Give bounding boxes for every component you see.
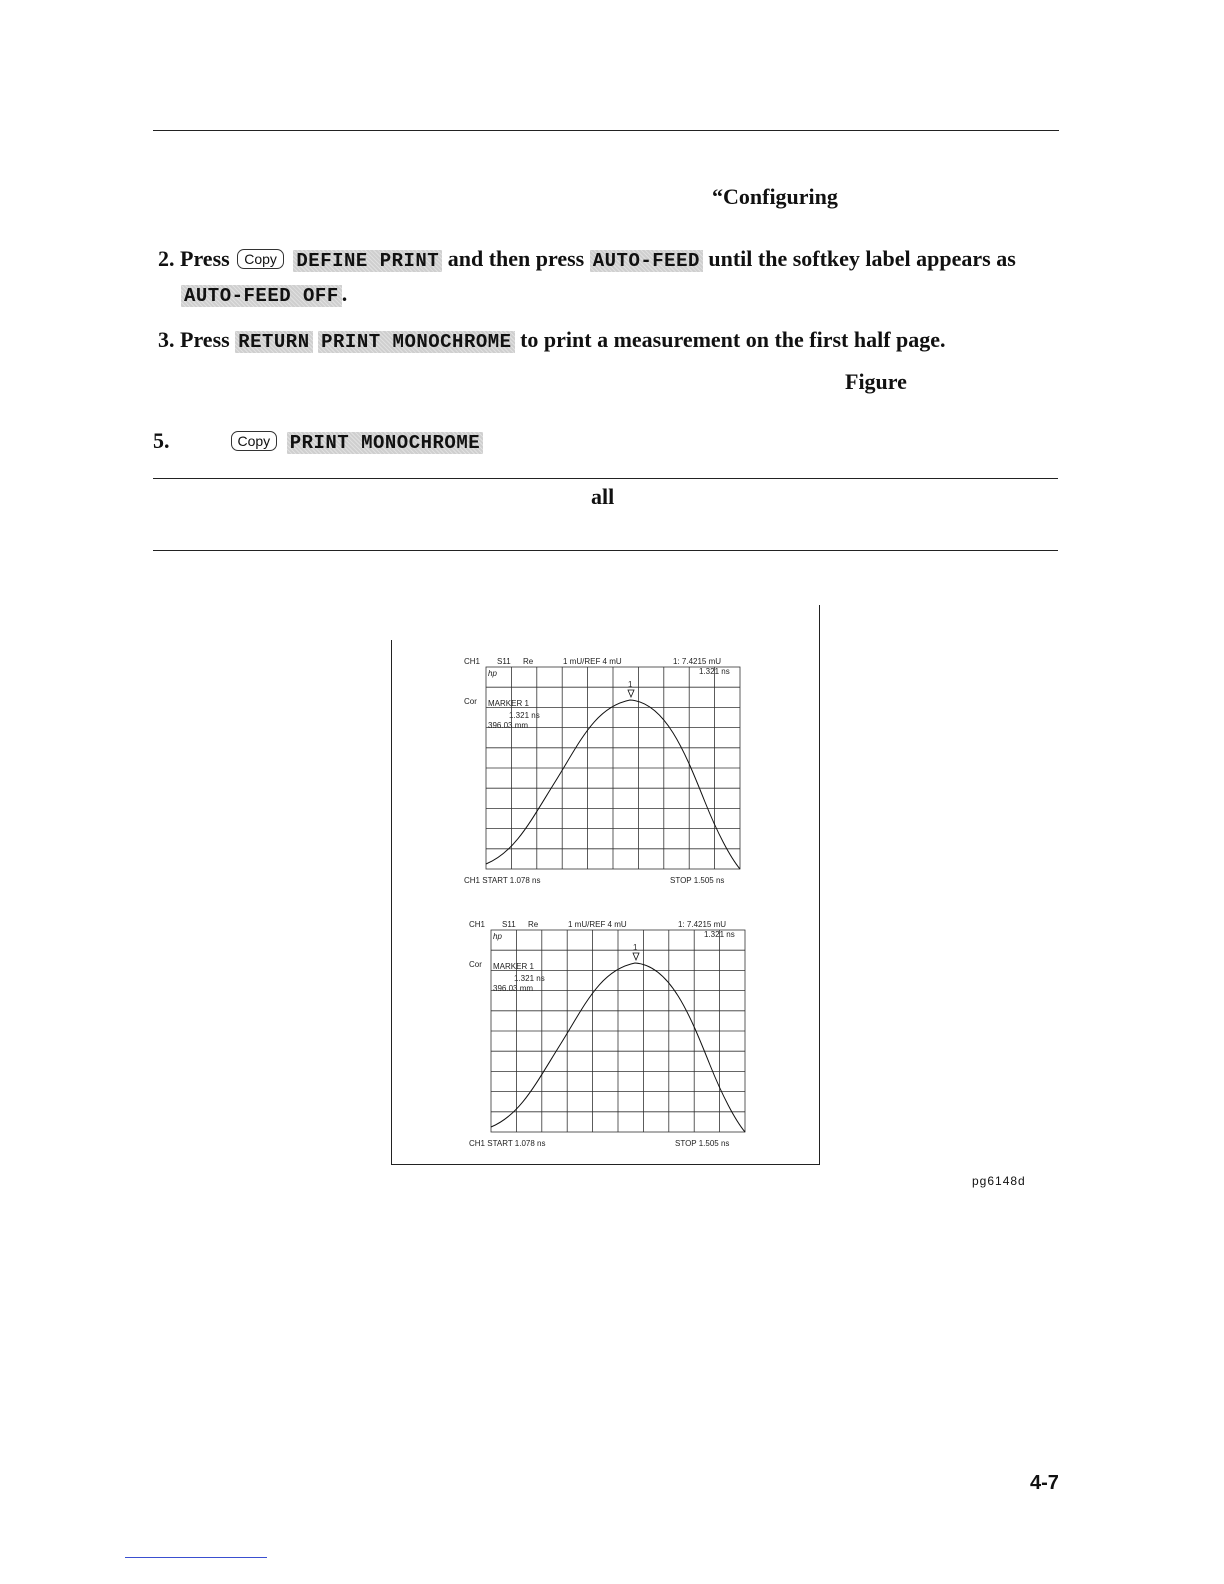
plot-stop: STOP 1.505 ns	[675, 1139, 730, 1148]
marker-triangle	[633, 953, 639, 960]
plot-1	[455, 652, 755, 887]
plot-param: S11	[502, 920, 516, 929]
step-text: .	[341, 281, 348, 306]
step-number: 5.	[153, 428, 170, 453]
marker-value-distance: 396.03 mm	[493, 984, 534, 993]
plot-format: Re	[528, 920, 539, 929]
step-text: and then press	[447, 246, 585, 271]
plot-format: Re	[523, 657, 534, 666]
figure-reference: pg6148d	[972, 1174, 1026, 1188]
footer-link-underline[interactable]	[125, 1557, 267, 1558]
note-fragment: all	[591, 484, 615, 509]
figure-frame-right	[819, 605, 820, 1165]
plot-channel: CH1	[464, 657, 481, 666]
plot-marker-readout: 1: 7.4215 mU	[673, 657, 722, 666]
print-monochrome-softkey[interactable]: PRINT MONOCHROME	[287, 432, 483, 454]
plot-grid	[486, 667, 740, 869]
return-softkey[interactable]: RETURN	[235, 331, 312, 353]
step-2-cont	[181, 281, 347, 307]
plot-marker-time: 1.321 ns	[699, 667, 730, 676]
plot-grid	[491, 930, 745, 1132]
note-top-rule	[153, 478, 1058, 479]
top-rule	[153, 130, 1059, 131]
marker-value-time: 1.321 ns	[509, 711, 540, 720]
copy-hardkey[interactable]: Copy	[237, 249, 284, 269]
marker-label: MARKER 1	[493, 962, 534, 971]
step-5	[153, 428, 483, 454]
hp-logo: hp	[488, 669, 497, 678]
auto-feed-softkey[interactable]: AUTO-FEED	[590, 250, 703, 272]
plot-2	[460, 915, 760, 1150]
plot-marker-readout: 1: 7.4215 mU	[678, 920, 727, 929]
plot-param: S11	[497, 657, 511, 666]
figure-frame-left	[391, 640, 392, 1165]
plot-scale: 1 mU/REF 4 mU	[563, 657, 622, 666]
plot-start: CH1 START 1.078 ns	[469, 1139, 546, 1148]
step-number: 2.	[158, 246, 175, 271]
auto-feed-off-softkey[interactable]: AUTO-FEED OFF	[181, 285, 342, 307]
plot-start: CH1 START 1.078 ns	[464, 876, 541, 885]
figure-fragment: Figure	[845, 369, 907, 394]
step-text: Press	[180, 246, 230, 271]
step-text: Press	[180, 327, 230, 352]
step-text: to print a measurement on the first half page.	[520, 327, 946, 352]
cor-indicator: Cor	[469, 960, 482, 969]
plot-stop: STOP 1.505 ns	[670, 876, 725, 885]
step-2	[158, 246, 1016, 272]
marker-value-distance: 396.03 mm	[488, 721, 529, 730]
step-number: 3.	[158, 327, 175, 352]
marker-label: MARKER 1	[488, 699, 529, 708]
step-text: until the softkey label appears as	[708, 246, 1016, 271]
marker-number: 1	[628, 680, 633, 689]
define-print-softkey[interactable]: DEFINE PRINT	[293, 250, 442, 272]
figure-frame-bottom	[391, 1164, 820, 1165]
marker-number: 1	[633, 943, 638, 952]
step-3	[158, 327, 946, 353]
page-number: 4-7	[1030, 1472, 1059, 1494]
copy-hardkey[interactable]: Copy	[231, 431, 278, 451]
marker-triangle	[628, 690, 634, 697]
hp-logo: hp	[493, 932, 502, 941]
cor-indicator: Cor	[464, 697, 477, 706]
plot-marker-time: 1.321 ns	[704, 930, 735, 939]
print-monochrome-softkey[interactable]: PRINT MONOCHROME	[318, 331, 514, 353]
plot-scale: 1 mU/REF 4 mU	[568, 920, 627, 929]
marker-value-time: 1.321 ns	[514, 974, 545, 983]
header-fragment: “Configuring	[712, 184, 838, 209]
plot-channel: CH1	[469, 920, 486, 929]
note-bottom-rule	[153, 550, 1058, 551]
